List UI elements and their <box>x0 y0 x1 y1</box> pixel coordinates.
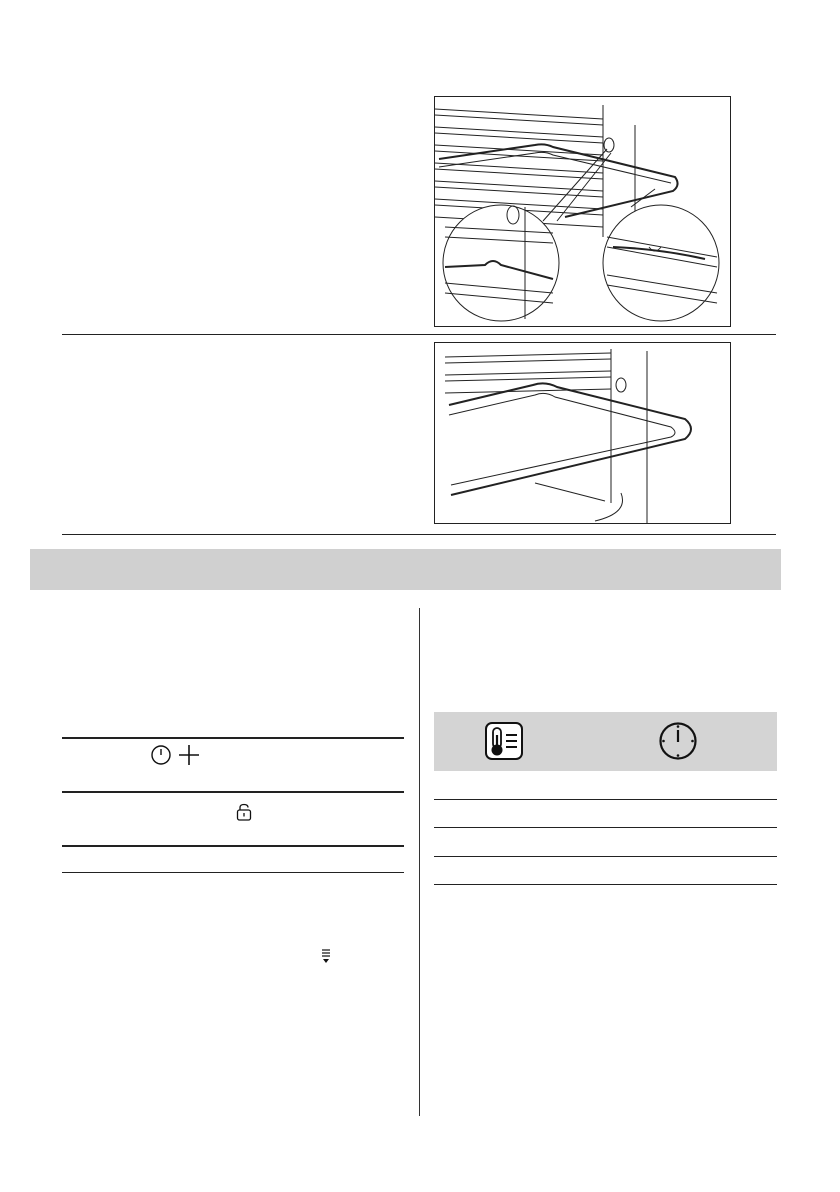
row-divider-2 <box>62 534 776 535</box>
oven-shelf-insertion-figure <box>434 96 731 327</box>
clock-icon <box>150 744 172 766</box>
lock-open-icon <box>236 803 252 821</box>
food-sensor-temperature-icon <box>484 721 524 761</box>
column-divider <box>419 608 420 1116</box>
section-heading-band <box>30 549 781 590</box>
step-divider-2 <box>62 791 404 793</box>
step-divider-3 <box>62 845 404 847</box>
step-divider-1 <box>62 737 404 739</box>
table-row-divider-1 <box>434 799 777 800</box>
oven-tray-insertion-figure <box>434 342 731 524</box>
oven-shelf-illustration <box>435 97 730 326</box>
table-row-divider-2 <box>434 827 777 828</box>
table-row-divider-3 <box>434 856 777 857</box>
scroll-down-icon <box>321 948 331 964</box>
row-divider-1 <box>62 334 776 335</box>
clock-icon <box>658 721 698 761</box>
table-row-divider-4 <box>434 884 777 885</box>
oven-tray-illustration <box>435 343 730 523</box>
plus-icon <box>178 744 200 766</box>
step-divider-4 <box>62 872 404 873</box>
